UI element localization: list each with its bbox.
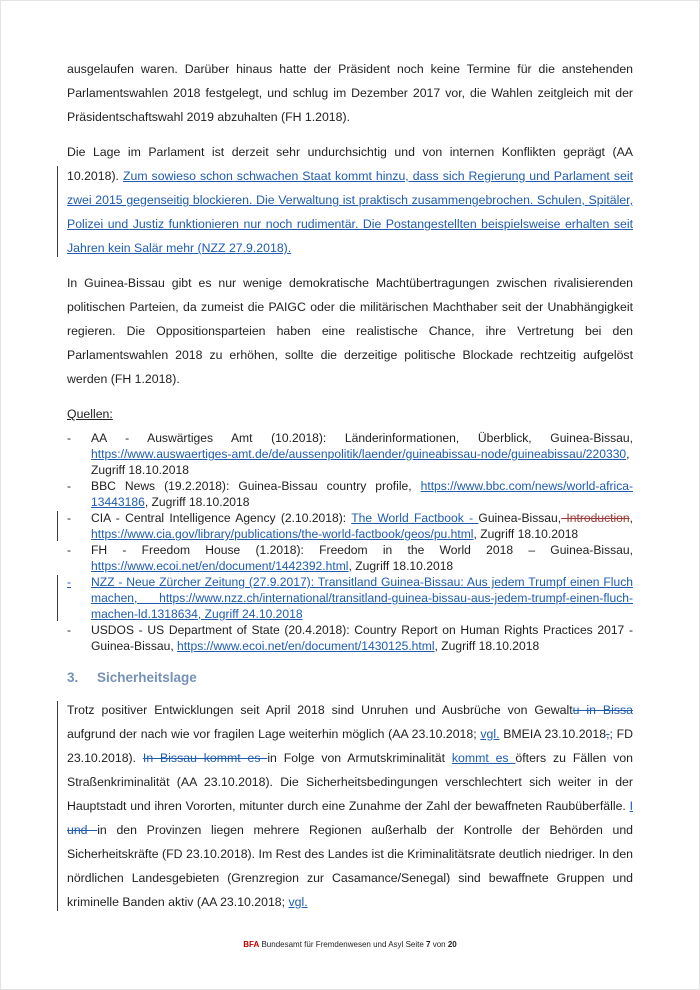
- paragraph: [67, 271, 633, 391]
- list-bullet: -: [67, 479, 72, 493]
- list-bullet: -: [67, 543, 72, 557]
- source-item: [67, 574, 633, 622]
- deleted-text: und: [67, 823, 98, 837]
- text-run: USDOS - US Department of State (20.4.2018): Country Report on Human Rights Practices 2017 - Guinea-Bissau,: [91, 623, 633, 653]
- inserted-text: kommt es: [451, 751, 516, 765]
- inserted-hyperlink[interactable]: The World Factbook -: [351, 511, 479, 525]
- section-heading: [67, 670, 633, 685]
- source-text: [91, 575, 633, 621]
- deleted-text: ,: [606, 727, 610, 741]
- inserted-hyperlink[interactable]: https://www.nzz.ch/international/transitland-guinea-bissau-aus-jedem-trumpf-einen-fluch-machen-ld.1318634: [91, 591, 633, 621]
- text-run: ausgelaufen waren. Darüber hinaus hatte der Präsident noch keine Termine für die anstehenden Parlamentswahlen 2018 festgelegt, und schlug im Dezember 2017 vor, die Wahlen zeitgleich mit der Präsidentschaftswahl 2019 abzuhalten (FH 1.2018).: [67, 62, 633, 124]
- footer-org-abbr: BFA: [243, 940, 260, 949]
- footer-total-pages: 20: [447, 940, 457, 949]
- text-run: öfters zu Fällen von Straßenkriminalität (AA 23.10.2018). Die Sicherheitsbedingungen verschlechtert sich weiter in der Hauptstadt und ihren Vororten, mitunter durch eine Zunahme der Zahl der bewaffneten Raubüberfälle.: [67, 751, 633, 813]
- inserted-text: NZZ - Neue Zürcher Zeitung (27.9.2017): Transitland Guinea-Bissau: Aus jedem Trumpf einen Fluch machen,: [91, 575, 633, 605]
- text-run: AA - Auswärtiges Amt (10.2018): Länderinformationen, Überblick, Guinea-Bissau,: [91, 431, 633, 445]
- text-run: in den Provinzen liegen mehrere Regionen außerhalb der Kontrolle der Behörden und Sicherheitskräfte (FD 23.10.2018). Im Rest des Landes ist die Kriminalitätsrate deutlich niedriger. In den nördlichen Landesgebieten (Grenzregion zur Casamance/Senegal) sind bewaffnete Gruppen und kriminelle Banden aktiv (AA 23.10.2018;: [67, 823, 633, 909]
- text-run: ; FD 23.10.2018).: [67, 727, 634, 765]
- inserted-text: Zum sowieso schon schwachen Staat kommt hinzu, dass sich Regierung und Parlament seit zwei 2015 gegenseitig blockieren. Die Verwaltung ist praktisch zusammengebrochen. Schulen, Spitäler, Polizei und Justiz funktionieren nur noch rudimentär. Die Postangestellten beispielsweise erhalten seit Jahren kein Salär mehr (NZZ 27.9.2018).: [67, 169, 633, 255]
- text-run: In Guinea-Bissau gibt es nur wenige demokratische Machtübertragungen zwischen rivalisierenden politischen Parteien, da zumeist die PAIGC oder die militärischen Machthaber seit der Unabhängigkeit regieren. Die Oppositionsparteien haben eine realistische Chance, ihre Vertretung bei den Parlamentswahlen 2018 zu erhöhen, sollte die derzeitige politische Blockade rechtzeitig aufgelöst werden (FH 1.2018).: [67, 276, 633, 386]
- text-run: Die Lage im Parlament ist derzeit sehr undurchsichtig und von internen Konflikten geprägt (AA 10.2018).: [67, 145, 633, 183]
- text-run: BMEIA 23.10.2018: [499, 727, 607, 741]
- source-item: [67, 478, 633, 510]
- page-footer: [1, 940, 699, 949]
- source-text: [91, 623, 633, 653]
- paragraph: [67, 57, 633, 129]
- text-run: , Zugriff 18.10.2018: [434, 639, 540, 653]
- source-text: [91, 511, 633, 541]
- source-item: [67, 510, 633, 542]
- text-run: CIA - Central Intelligence Agency (2.10.2018):: [91, 511, 352, 525]
- source-text: [91, 479, 633, 509]
- inserted-text: vgl.: [288, 895, 308, 909]
- source-item: [67, 430, 633, 478]
- text-run: ,: [629, 511, 633, 525]
- hyperlink[interactable]: https://www.bbc.com/news/world-africa-13443186: [91, 479, 633, 509]
- text-run: in Folge von Armutskriminalität: [267, 751, 452, 765]
- source-item: [67, 622, 633, 654]
- text-run: , Zugriff 18.10.2018: [91, 447, 630, 477]
- text-run: Guinea-Bissau,: [478, 511, 562, 525]
- footer-page-number: 7: [426, 940, 431, 949]
- text-run: , Zugriff 18.10.2018: [144, 495, 250, 509]
- page-content: [67, 57, 633, 925]
- source-item: [67, 542, 633, 574]
- footer-org-name: Bundesamt für Fremdenwesen und Asyl: [261, 940, 404, 949]
- text-run: Trotz positiver Entwicklungen seit April 2018 sind Unruhen und Ausbrüche von Gewalt: [67, 703, 573, 717]
- section-number: 3.: [67, 670, 79, 685]
- text-run: aufgrund der nach wie vor fragilen Lage weiterhin möglich (AA 23.10.2018;: [67, 727, 481, 741]
- hyperlink[interactable]: https://www.ecoi.net/en/document/1442392.html: [91, 559, 349, 573]
- inserted-text: I: [629, 799, 633, 813]
- hyperlink[interactable]: https://www.cia.gov/library/publications/the-world-factbook/geos/pu.html: [91, 527, 474, 541]
- text-run: , Zugriff 18.10.2018: [348, 559, 454, 573]
- inserted-text: vgl.: [480, 727, 500, 741]
- list-bullet: -: [67, 511, 72, 525]
- text-run: , Zugriff 18.10.2018: [473, 527, 579, 541]
- source-text: [91, 431, 633, 477]
- text-run: FH - Freedom House (1.2018): Freedom in the World 2018 – Guinea-Bissau,: [91, 543, 633, 557]
- list-bullet: -: [67, 623, 72, 637]
- paragraph-with-changes: [67, 698, 633, 914]
- list-bullet: -: [67, 431, 72, 445]
- footer-page-label: Seite: [405, 940, 424, 949]
- list-bullet: -: [67, 575, 72, 589]
- sources-section: [67, 406, 633, 654]
- deleted-text: In Bissau kommt es: [142, 751, 268, 765]
- source-text: [91, 543, 633, 573]
- section-title: Sicherheitslage: [97, 670, 197, 685]
- footer-of-label: von: [432, 940, 446, 949]
- deleted-text: u in Bissa: [572, 703, 633, 717]
- text-run: BBC News (19.2.2018): Guinea-Bissau country profile,: [91, 479, 421, 493]
- hyperlink[interactable]: https://www.ecoi.net/en/document/1430125.html: [177, 639, 435, 653]
- deleted-text: Introduction: [561, 511, 630, 525]
- paragraph-with-changes: [67, 140, 633, 260]
- hyperlink[interactable]: https://www.auswaertiges-amt.de/de/aussenpolitik/laender/guineabissau-node/guineabissau/220330: [91, 447, 627, 461]
- inserted-text: , Zugriff 24.10.2018: [197, 607, 303, 621]
- sources-label: Quellen:: [67, 407, 113, 421]
- source-list: [67, 430, 633, 654]
